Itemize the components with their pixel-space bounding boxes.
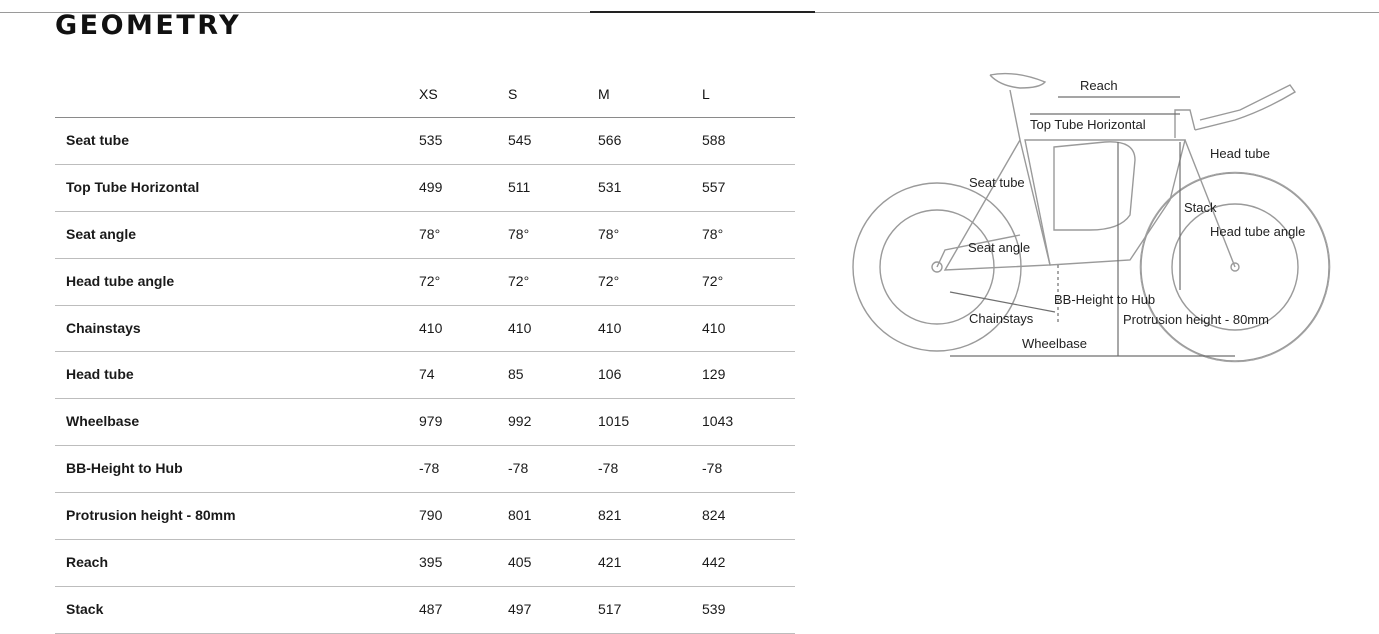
size-header-xs: XS [419,86,438,102]
row-label: Stack [66,600,104,617]
row-value: 78° [702,225,724,242]
row-value: 72° [508,272,530,289]
row-value: 1043 [702,413,734,430]
size-header-l: L [702,86,710,102]
diagram-label-seat-tube: Seat tube [969,175,1025,190]
row-value: 78° [598,225,620,242]
row-value: 517 [598,600,622,617]
row-value: 74 [419,366,435,383]
row-value: -78 [702,460,723,477]
row-value: 106 [598,366,622,383]
row-value: -78 [419,460,440,477]
row-label: Head tube angle [66,272,175,289]
row-value: -78 [508,460,529,477]
row-value: 557 [702,178,726,195]
table-row [55,446,795,493]
table-header-row [55,72,795,118]
diagram-label-reach: Reach [1080,78,1118,93]
geometry-table [55,72,795,634]
row-value: 487 [419,600,443,617]
row-label: Seat tube [66,132,130,148]
row-value: 790 [419,507,443,524]
row-value: 979 [419,413,443,430]
row-value: 72° [419,272,441,289]
row-value: 539 [702,600,726,617]
row-value: 395 [419,554,443,571]
diagram-label-bb-height: BB-Height to Hub [1054,292,1156,307]
row-value: 497 [508,600,532,617]
row-value: 821 [598,507,622,524]
diagram-label-wheelbase: Wheelbase [1022,336,1088,351]
row-value: 72° [598,272,620,289]
row-value: 72° [702,272,724,289]
row-label: Head tube [66,366,134,383]
diagram-label-chainstays: Chainstays [969,311,1034,326]
row-label: BB-Height to Hub [66,460,183,477]
row-label: Wheelbase [66,413,140,430]
table-row [55,306,795,353]
size-header-s: S [508,86,518,102]
table-row [55,259,795,306]
row-value: 499 [419,178,443,195]
row-value: 545 [508,132,532,148]
bike-geometry-diagram [840,60,1340,370]
row-value: 588 [702,132,726,148]
row-value: -78 [598,460,619,477]
table-row [55,118,795,165]
row-value: 85 [508,366,524,383]
row-label: Chainstays [66,319,141,336]
diagram-label-stack: Stack [1184,200,1217,215]
row-value: 442 [702,554,726,571]
row-label: Seat angle [66,225,137,242]
diagram-label-head-tube-angle: Head tube angle [1210,224,1306,239]
row-value: 531 [598,178,622,195]
main-frame [1025,140,1185,265]
diagram-label-top-tube: Top Tube Horizontal [1030,117,1146,132]
row-value: 566 [598,132,622,148]
row-value: 421 [598,554,622,571]
table-row [55,165,795,212]
active-tab-indicator [590,11,815,13]
seatpost [1010,90,1020,140]
diagram-label-protrusion: Protrusion height - 80mm [1123,312,1269,327]
saddle [990,74,1045,88]
row-value: 78° [508,225,530,242]
diagram-label-seat-angle: Seat angle [968,240,1031,255]
row-value: 78° [419,225,441,242]
chainstay-dim [950,292,1055,312]
table-row [55,493,795,540]
table-row [55,587,795,634]
row-value: 824 [702,507,726,524]
size-header-m: M [598,86,610,102]
diagram-label-head-tube: Head tube [1210,146,1270,161]
frame-box [1054,142,1135,230]
row-value: 992 [508,413,532,430]
row-label: Top Tube Horizontal [66,178,200,195]
row-value: 535 [419,132,443,148]
row-value: 410 [419,319,443,336]
row-value: 410 [598,319,622,336]
table-row [55,352,795,399]
row-value: 405 [508,554,532,571]
row-value: 410 [508,319,532,336]
section-title: GEOMETRY [55,10,242,41]
row-value: 1015 [598,413,630,430]
row-value: 410 [702,319,726,336]
row-label: Protrusion height - 80mm [66,507,236,524]
table-row [55,540,795,587]
row-value: 511 [508,178,531,195]
row-value: 129 [702,366,726,383]
table-row [55,399,795,446]
aerobar [1195,85,1295,130]
row-label: Reach [66,554,109,571]
table-row [55,212,795,259]
row-value: 801 [508,507,532,524]
